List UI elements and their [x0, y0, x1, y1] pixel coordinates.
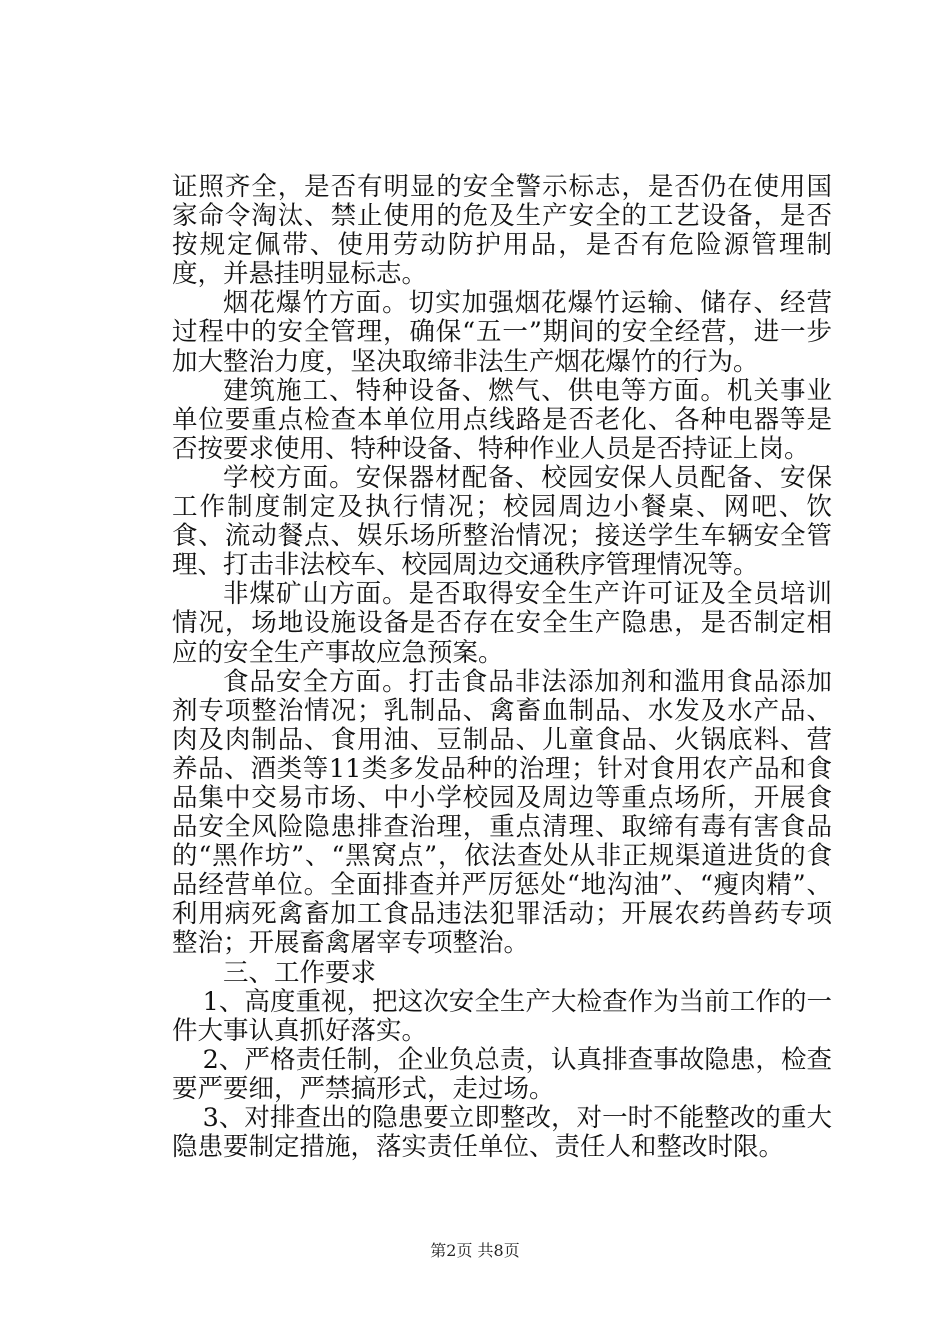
requirement-item-2: 2、严格责任制，企业负总责，认真排查事故隐患，检查要严要细，严禁搞形式，走过场。 — [172, 1044, 832, 1104]
paragraph-schools: 学校方面。安保器材配备、校园安保人员配备、安保工作制度制定及执行情况；校园周边小餐桌、网吧、饮食、流动餐点、娱乐场所整治情况；接送学生车辆安全管理、打击非法校车、校园周边交通秩序管理情况等。 — [172, 462, 832, 581]
section-heading-work-requirements: 三、工作要求 — [223, 957, 377, 988]
document-body — [172, 173, 832, 1162]
requirement-item-3: 3、对排查出的隐患要立即整改，对一时不能整改的重大隐患要制定措施，落实责任单位、责任人和整改时限。 — [172, 1103, 832, 1163]
paragraph-non-coal-mines: 非煤矿山方面。是否取得安全生产许可证及全员培训情况，场地设施设备是否存在安全生产隐患，是否制定相应的安全生产事故应急预案。 — [172, 579, 832, 668]
requirement-item-1: 1、高度重视，把这次安全生产大检查作为当前工作的一件大事认真抓好落实。 — [172, 986, 832, 1046]
page-number-footer: 第2页 共8页 — [430, 1241, 520, 1260]
paragraph-construction: 建筑施工、特种设备、燃气、供电等方面。机关事业单位要重点检查本单位用点线路是否老化、各种电器等是否按要求使用、特种设备、特种作业人员是否持证上岗。 — [172, 375, 832, 464]
paragraph-food-safety: 食品安全方面。打击食品非法添加剂和滥用食品添加剂专项整治情况；乳制品、禽畜血制品、水发及水产品、肉及肉制品、食用油、豆制品、儿童食品、火锅底料、营养品、酒类等11类多发品种的治理；针对食用农产品和食品集中交易市场、中小学校园及周边等重点场所，开展食品安全风险隐患排查治理，重点清理、取缔有毒有害食品的“黑作坊”、“黑窝点”，依法查处从非正规渠道进货的食品经营单位。全面排查并严厉惩处“地沟油”、“瘦肉精”、利用病死禽畜加工食品违法犯罪活动；开展农药兽药专项整治；开展畜禽屠宰专项整治。 — [172, 666, 832, 959]
paragraph-fireworks: 烟花爆竹方面。切实加强烟花爆竹运输、储存、经营过程中的安全管理，确保“五一”期间的安全经营，进一步加大整治力度，坚决取缔非法生产烟花爆竹的行为。 — [172, 288, 832, 377]
paragraph-continuation: 证照齐全，是否有明显的安全警示标志，是否仍在使用国家命令淘汰、禁止使用的危及生产安全的工艺设备，是否按规定佩带、使用劳动防护用品，是否有危险源管理制度，并悬挂明显标志。 — [172, 172, 832, 290]
